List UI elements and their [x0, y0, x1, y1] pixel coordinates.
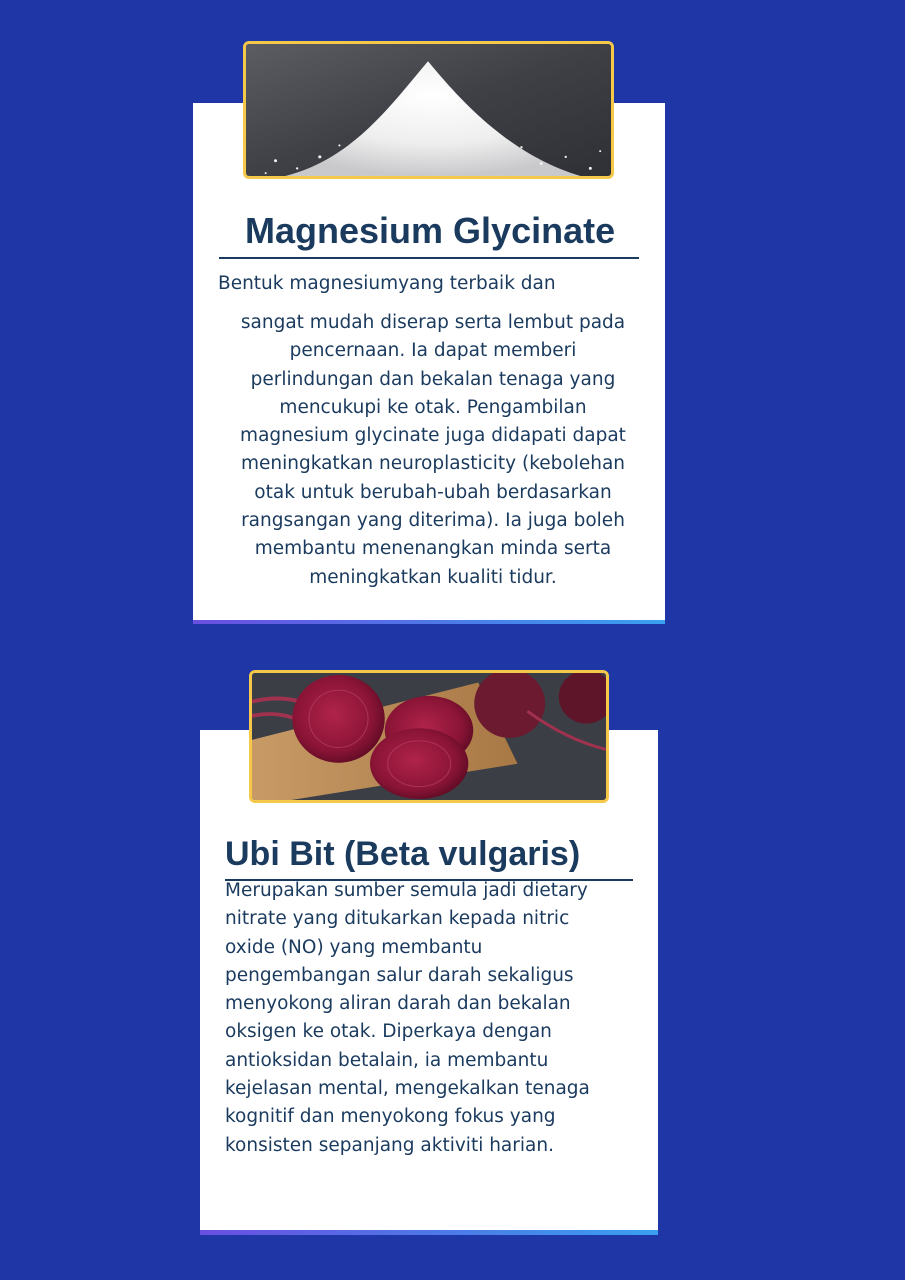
text-line: meningkatkan neuroplasticity (kebolehan: [240, 453, 626, 475]
magnesium-intro: Bentuk magnesiumyang terbaik dan: [218, 273, 556, 294]
text-line: magnesium glycinate juga didapati dapat: [240, 425, 626, 447]
text-line: Merupakan sumber semula jadi dietary: [225, 880, 588, 901]
text-line: sangat mudah diserap serta lembut pada: [240, 312, 626, 333]
text-line: menyokong aliran darah dan bekalan: [225, 993, 571, 1015]
text-line: perlindungan dan bekalan tenaga yang: [250, 368, 616, 390]
text-line: otak untuk berubah-ubah berdasarkan: [254, 481, 612, 503]
salt-powder-photo: [243, 41, 614, 179]
magnesium-description: [203, 309, 663, 592]
magnesium-title: Magnesium Glycinate: [245, 210, 616, 251]
text-line: kognitif dan menyokong fokus yang: [225, 1106, 556, 1128]
magnesium-title-underline: [219, 257, 639, 259]
beetroot-description: [225, 877, 645, 1160]
text-line: kejelasan mental, mengekalkan tenaga: [225, 1078, 590, 1100]
beetroot-title: Ubi Bit (Beta vulgaris): [225, 835, 581, 873]
text-line: rangsangan yang diterima). Ia juga boleh: [241, 510, 625, 532]
beetroot-photo: [249, 670, 609, 803]
text-line: oxide (NO) yang membantu: [225, 936, 483, 958]
text-line: membantu menenangkan minda serta: [254, 538, 612, 560]
text-line: nitrate yang ditukarkan kepada nitric: [225, 908, 570, 930]
text-line: antioksidan betalain, ia membantu: [225, 1049, 549, 1071]
text-line: mencukupi ke otak. Pengambilan: [279, 396, 587, 418]
text-line: oksigen ke otak. Diperkaya dengan: [225, 1021, 552, 1043]
text-line: konsisten sepanjang aktiviti harian.: [225, 1134, 554, 1156]
text-line: pengembangan salur darah sekaligus: [225, 964, 574, 986]
text-line: meningkatkan kualiti tidur.: [309, 566, 557, 588]
text-line: pencernaan. Ia dapat memberi: [289, 340, 577, 362]
